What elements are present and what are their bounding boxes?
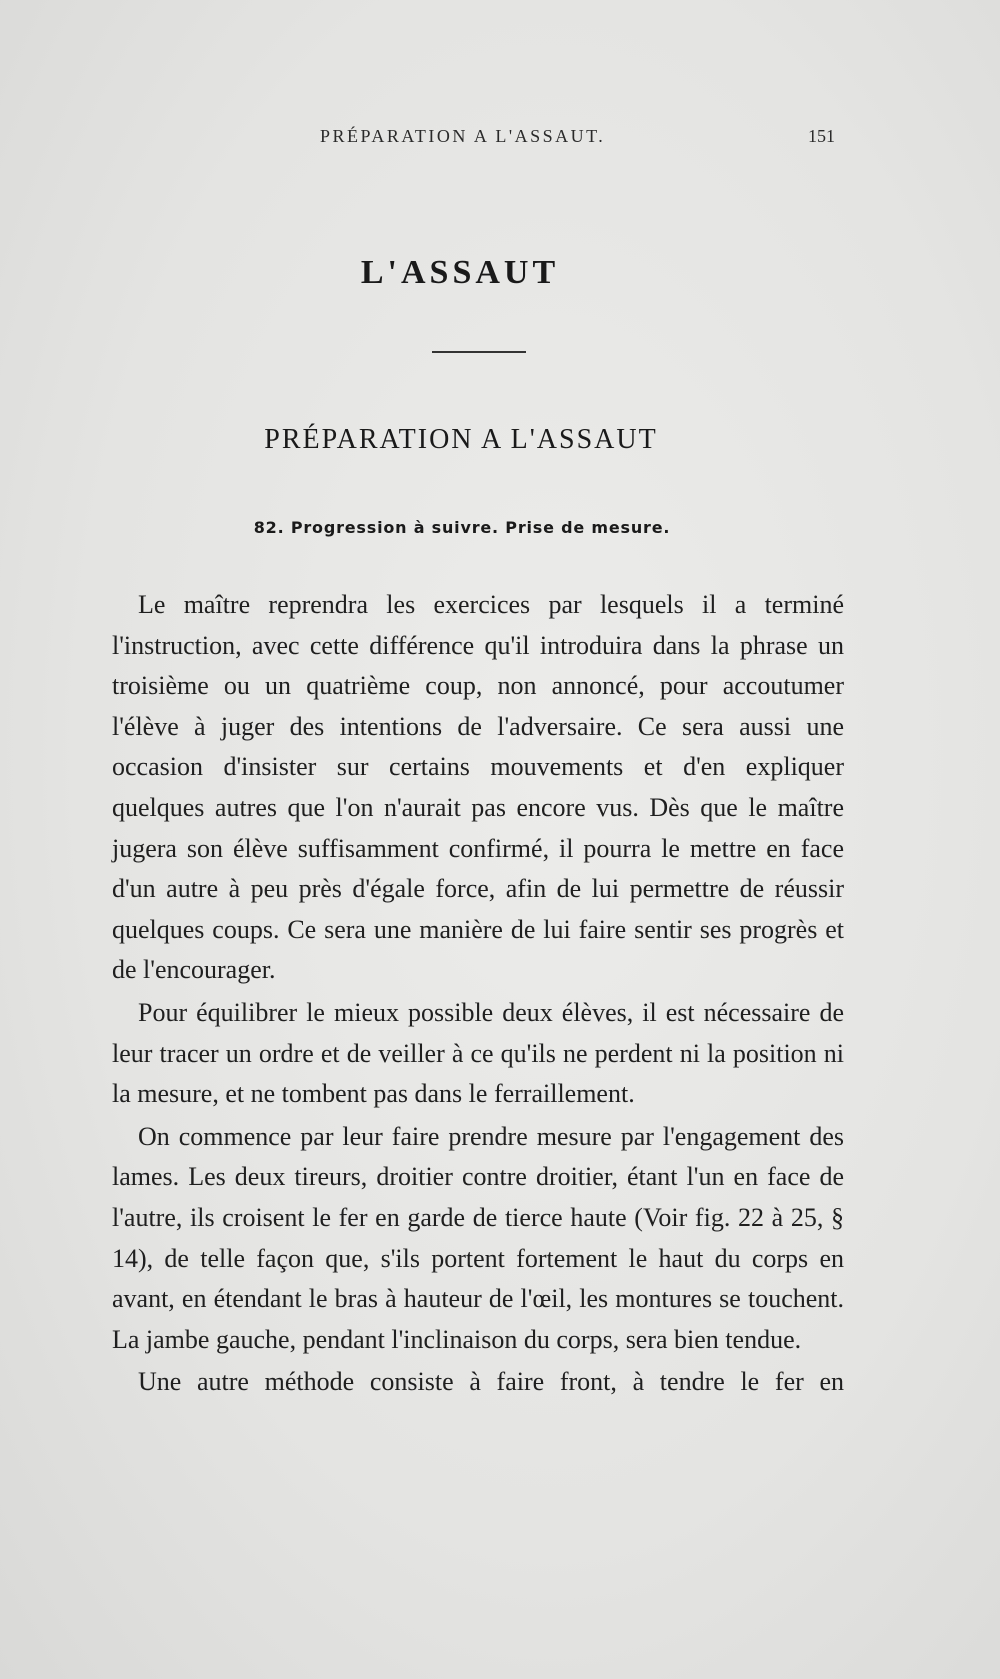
page-number: 151 xyxy=(808,126,835,146)
title-rule xyxy=(432,351,526,353)
paragraph: Le maître reprendra les exercices par lesquels il a terminé l'instruction, avec cette différence qu'il introduira dans la phrase un troisième ou un quatrième coup, non annoncé, pour accoutumer l'élève à juger des intentions de l'adversaire. Ce sera aussi une occasion d'insister sur certains mouvements et d'en expliquer quelques autres que l'on n'aurait pas encore vus. Dès que le maître jugera son élève suffisamment confirmé, il pourra le mettre en face d'un autre à peu près d'égale force, afin de lui permettre de réussir quelques coups. Ce sera une manière de lui faire sentir ses progrès et de l'encourager. xyxy=(112,590,844,985)
paragraph: Pour équilibrer le mieux possible deux élèves, il est nécessaire de leur tracer un ordre et de veiller à ce qu'ils ne perdent ni la position ni la mesure, et ne tombent pas dans le ferraillement. xyxy=(112,997,844,1109)
part-title: L'ASSAUT xyxy=(360,254,560,291)
subsection-heading: 82. Progression à suivre. Prise de mesure. xyxy=(253,518,671,537)
running-head: PRÉPARATION A L'ASSAUT. xyxy=(320,126,606,146)
body-text xyxy=(112,585,844,1403)
section-title: PRÉPARATION A L'ASSAUT xyxy=(264,424,658,455)
paragraph: Une autre méthode consiste à faire front, à tendre le fer en xyxy=(138,1367,844,1397)
paragraph: On commence par leur faire prendre mesure par l'engagement des lames. Les deux tireurs, droitier contre droitier, étant l'un en face de l'autre, ils croisent le fer en garde de tierce haute (Voir fig. 22 à 25, § 14), de telle façon que, s'ils portent fortement le haut du corps en avant, en étendant le bras à hauteur de l'œil, les montures se touchent. La jambe gauche, pendant l'inclinaison du corps, sera bien tendue. xyxy=(112,1121,844,1354)
